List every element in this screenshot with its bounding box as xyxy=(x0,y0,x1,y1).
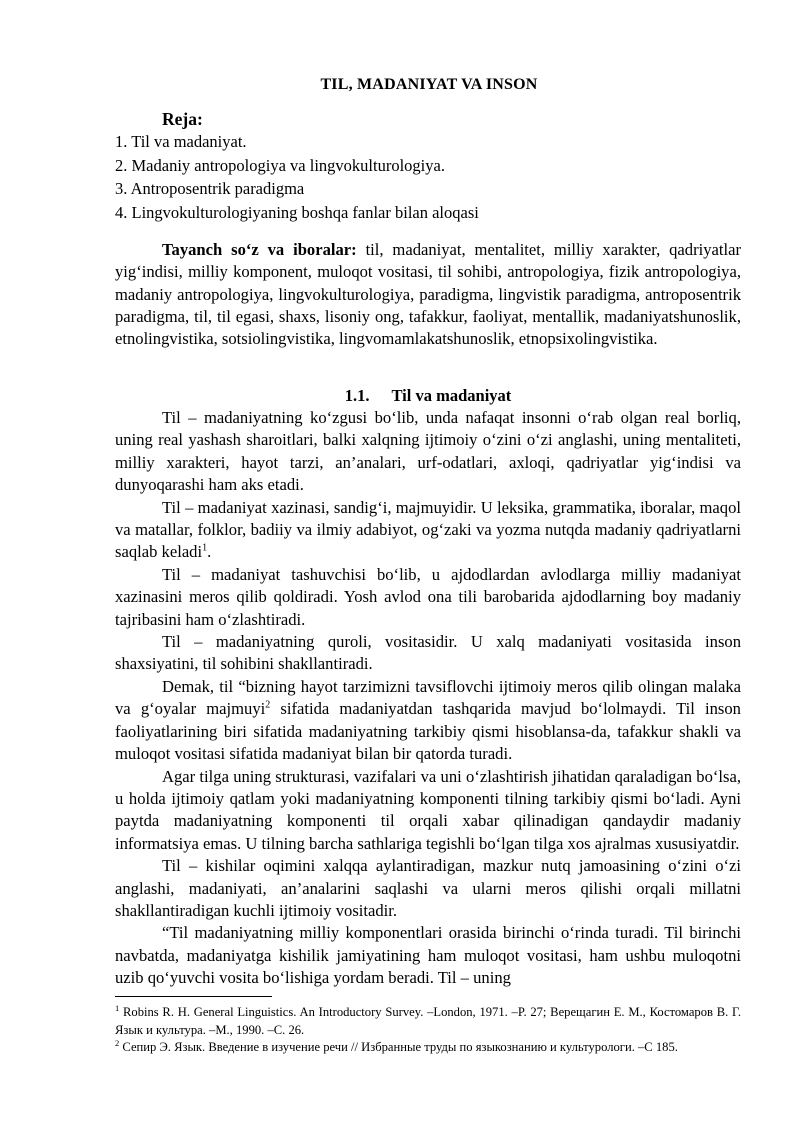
plan-item: 4. Lingvokulturologiyaning boshqa fanlar bilan aloqasi xyxy=(115,202,479,222)
footnotes xyxy=(115,1004,741,1057)
paragraph: Agar tilga uning strukturasi, vazifalari va uni o‘zlashtirish jihatidan qaraladigan bo‘lsa, u holda ijtimoiy qatlam yoki madaniyatning komponenti tilning tarkibiy qismi bo‘ladi. Ayni paytda madaniyatning komponenti til orqali xabar qilinadigan qandaydir madaniy informatsiya emas. U tilning barcha sathlariga tegishli bo‘lgan tilga xos ajralmas xususiyatdir. xyxy=(115,766,741,853)
plan-heading: Reja: xyxy=(162,109,203,129)
paragraph: Til – madaniyatning ko‘zgusi bo‘lib, unda nafaqat insonni o‘rab olgan real borliq, uning real yashash sharoitlari, balki xalqning ijtimoiy o‘zini o‘zi anglashi, uning mentaliteti, milliy xarakteri, hayot tarzi, an’analari, urf-odatlari, axloqi, qadriyatlar yig‘indisi va dunyoqarashi ham aks etadi. xyxy=(115,408,741,495)
footnote-mark: 1 xyxy=(115,1002,120,1013)
footnote-divider xyxy=(115,996,272,997)
footnote-ref[interactable]: 2 xyxy=(265,699,271,711)
paragraph: Til – madaniyatning quroli, vositasidir. U xalq madaniyati vositasida inson shaxsiyatini, til sohibini shakllantiradi. xyxy=(115,632,741,674)
plan-item: 1. Til va madaniyat. xyxy=(115,132,247,151)
paragraph xyxy=(115,676,741,766)
paragraph: “Til madaniyatning milliy komponentlari orasida birinchi o‘rinda turadi. Til birinchi navbatda, madaniyatga kishilik jamiyatining ham muloqot vositasi, ham ushbu muloqotni uzib qo‘yuvchi vosita bo‘lishiga yordam beradi. Til – uning xyxy=(115,923,741,988)
footnote-text: Сепир Э. Язык. Введение в изучение речи // Избранные труды по языкознанию и культурологи. –С 185. xyxy=(119,1040,678,1054)
plan-list xyxy=(115,130,479,224)
keywords-paragraph xyxy=(115,239,741,350)
paragraph xyxy=(115,497,741,564)
main-text xyxy=(115,407,741,990)
paragraph: Til – kishilar oqimini xalqqa aylantiradigan, mazkur nutq jamoasining o‘zini o‘zi anglashi, madaniyati, an’analarini saqlashi va ularni meros qilishi orqali millatni shakllantiradigan kuchli ijtimoiy vositadir. xyxy=(115,856,741,920)
paragraph-text: . xyxy=(207,542,212,562)
footnote-mark: 2 xyxy=(115,1037,120,1048)
keywords-label: Tayanch so‘z va iboralar: xyxy=(162,240,357,259)
paragraph-text: sifatida madaniyatdan tashqarida mavjud bo‘lolmaydi. Til inson faoliyatlarining biri sifatida madaniyatning tarkibiy qismi hisoblansa-da, tafakkur shakli va muloqot vositasi sifatida madaniyat bilan bir qatorda turadi. xyxy=(115,699,741,764)
paragraph-text: Til – madaniyat xazinasi, sandig‘i, majmuyidir. U leksika, grammatika, iboralar, maqol va matallar, folklor, badiiy va ilmiy adabiyot, og‘zaki va yozma nutqda madaniy qadriyatlarni saqlab keladi xyxy=(115,497,741,562)
keywords-text: til, madaniyat, mentalitet, milliy xarakter, qadriyatlar yig‘indisi, milliy komponent, muloqot vositasi, til sohibi, antropologiya, fizik antropologiya, madaniy antropologiya, lingvokulturologiya, paradigma, lingvistik paradigma, antroposentrik paradigma, til, til egasi, shaxs, lisoniy ong, tafakkur, faoliyat, mentallik, madaniyatshunoslik, etnolingvistika, sotsiolingvistika, lingvomamlakatshunoslik, etnopsixolingvistika. xyxy=(115,240,741,349)
document-title: TIL, MADANIYAT VA INSON xyxy=(320,76,538,93)
paragraph: Til – madaniyat tashuvchisi bo‘lib, u ajdodlardan avlodlarga milliy madaniyat xazinasini meros qilib qoldiradi. Yosh avlod ona tili barobarida ajdodlarning boy madaniy tajribasini ham o‘zlashtiradi. xyxy=(115,564,741,629)
plan-item: 2. Madaniy antropologiya va lingvokulturologiya. xyxy=(115,155,445,175)
footnote-ref[interactable]: 1 xyxy=(202,542,208,554)
section-heading xyxy=(0,386,800,406)
section-number: 1.1. xyxy=(344,386,370,405)
footnote xyxy=(115,1039,741,1057)
footnote-text: Robins R. H. General Linguistics. An Introductory Survey. –London, 1971. –P. 27; Верещагин Е. М., Костомаров В. Г. Язык и культура. –М., 1990. –С. 26. xyxy=(115,1005,741,1037)
footnote xyxy=(115,1004,741,1039)
section-title: Til va madaniyat xyxy=(391,386,512,405)
paragraph-text: Demak, til “bizning hayot tarzimizni tavsiflovchi ijtimoiy meros qilib olingan malaka va g‘oyalar majmuyi xyxy=(115,676,741,719)
plan-item: 3. Antroposentrik paradigma xyxy=(115,179,305,198)
